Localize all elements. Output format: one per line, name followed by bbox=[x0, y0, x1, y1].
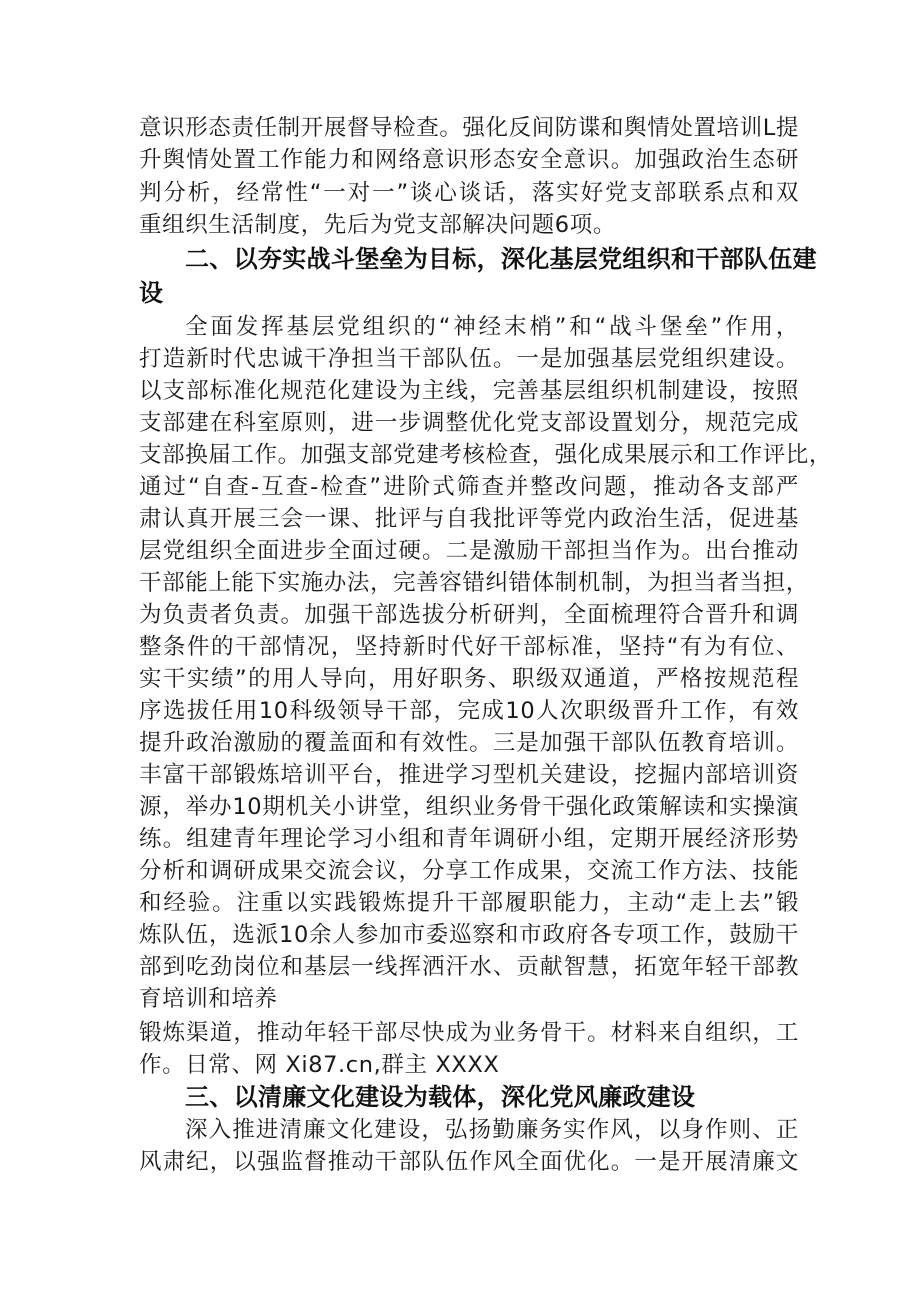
text-line: 深入推进清廉文化建设，弘扬勤廉务实作风，以身作则、正 bbox=[185, 1117, 799, 1143]
text-line: 打造新时代忠诚干净担当干部队伍。一是加强基层党组织建设。 bbox=[139, 346, 799, 372]
text-line: 提升政治激励的覆盖面和有效性。三是加强干部队伍教育培训。 bbox=[139, 730, 799, 756]
text-line: 序选拔任用10科级领导干部，完成10人次职级晋升工作，有效 bbox=[139, 698, 799, 724]
text-line: 源，举办10期机关小讲堂，组织业务骨干强化政策解读和实操演 bbox=[139, 794, 799, 820]
heading-line: 二、以夯实战斗堡垒为目标，深化基层党组织和干部队伍建 bbox=[185, 245, 817, 273]
text-line: 意识形态责任制开展督导检查。强化反间防谍和舆情处置培训L提 bbox=[139, 115, 799, 141]
text-line: 育培训和培养 bbox=[139, 986, 278, 1012]
text-line: 风肃纪，以强监督推动干部队伍作风全面优化。一是开展清廉文 bbox=[139, 1149, 799, 1175]
text-line: 实干实绩”的用人导向，用好职务、职级双通道，严格按规范程 bbox=[139, 666, 799, 692]
text-line: 丰富干部锻炼培训平台，推进学习型机关建设，挖掘内部培训资 bbox=[139, 762, 799, 788]
text-line: 分析和调研成果交流会议，分享工作成果，交流工作方法、技能 bbox=[139, 858, 799, 884]
text-line: 炼队伍，选派10余人参加市委巡察和市政府各专项工作，鼓励干 bbox=[139, 922, 799, 948]
text-line: 练。组建青年理论学习小组和青年调研小组，定期开展经济形势 bbox=[139, 826, 799, 852]
text-line: 重组织生活制度，先后为党支部解决问题6项。 bbox=[139, 212, 616, 238]
text-line: 层党组织全面进步全面过硬。二是激励干部担当作为。出台推动 bbox=[139, 538, 799, 564]
text-line: 部到吃劲岗位和基层一线挥洒汗水、贡献智慧，拓宽年轻干部教 bbox=[139, 954, 799, 980]
text-line: 干部能上能下实施办法，完善容错纠错体制机制，为担当者当担， bbox=[139, 570, 809, 596]
text-line: 为负责者负责。加强干部选拔分析研判，全面梳理符合晋升和调 bbox=[139, 602, 799, 628]
section-heading: 三、以清廉文化建设为载体，深化党风廉政建设 bbox=[185, 1083, 696, 1111]
text-line: 通过“自查-互查-检查”进阶式筛查并整改问题，推动各支部严 bbox=[139, 474, 799, 500]
text-line: 升舆情处置工作能力和网络意识形态安全意识。加强政治生态研 bbox=[139, 147, 799, 173]
text-line: 以支部标准化规范化建设为主线，完善基层组织机制建设，按照 bbox=[139, 378, 799, 404]
text-line: 全面发挥基层党组织的“神经末梢”和“战斗堡垒”作用， bbox=[185, 314, 799, 340]
text-line: 支部建在科室原则，进一步调整优化党支部设置划分，规范完成 bbox=[139, 410, 799, 436]
text-line: 肃认真开展三会一课、批评与自我批评等党内政治生活，促进基 bbox=[139, 506, 799, 532]
text-line: 支部换届工作。加强支部党建考核检查，强化成果展示和工作评比， bbox=[139, 442, 833, 468]
text-line: 作。日常、网 Xi87.cn,群主 XXXX bbox=[139, 1052, 500, 1078]
text-line: 和经验。注重以实践锻炼提升干部履职能力，主动“走上去”锻 bbox=[139, 890, 799, 916]
text-line: 判分析，经常性“一对一”谈心谈话，落实好党支部联系点和双 bbox=[139, 180, 799, 206]
heading-line: 设 bbox=[139, 279, 164, 307]
text-line: 锻炼渠道，推动年轻干部尽快成为业务骨干。材料来自组织，工 bbox=[139, 1020, 799, 1046]
text-line: 整条件的干部情况，坚持新时代好干部标准，坚持“有为有位、 bbox=[139, 634, 799, 660]
